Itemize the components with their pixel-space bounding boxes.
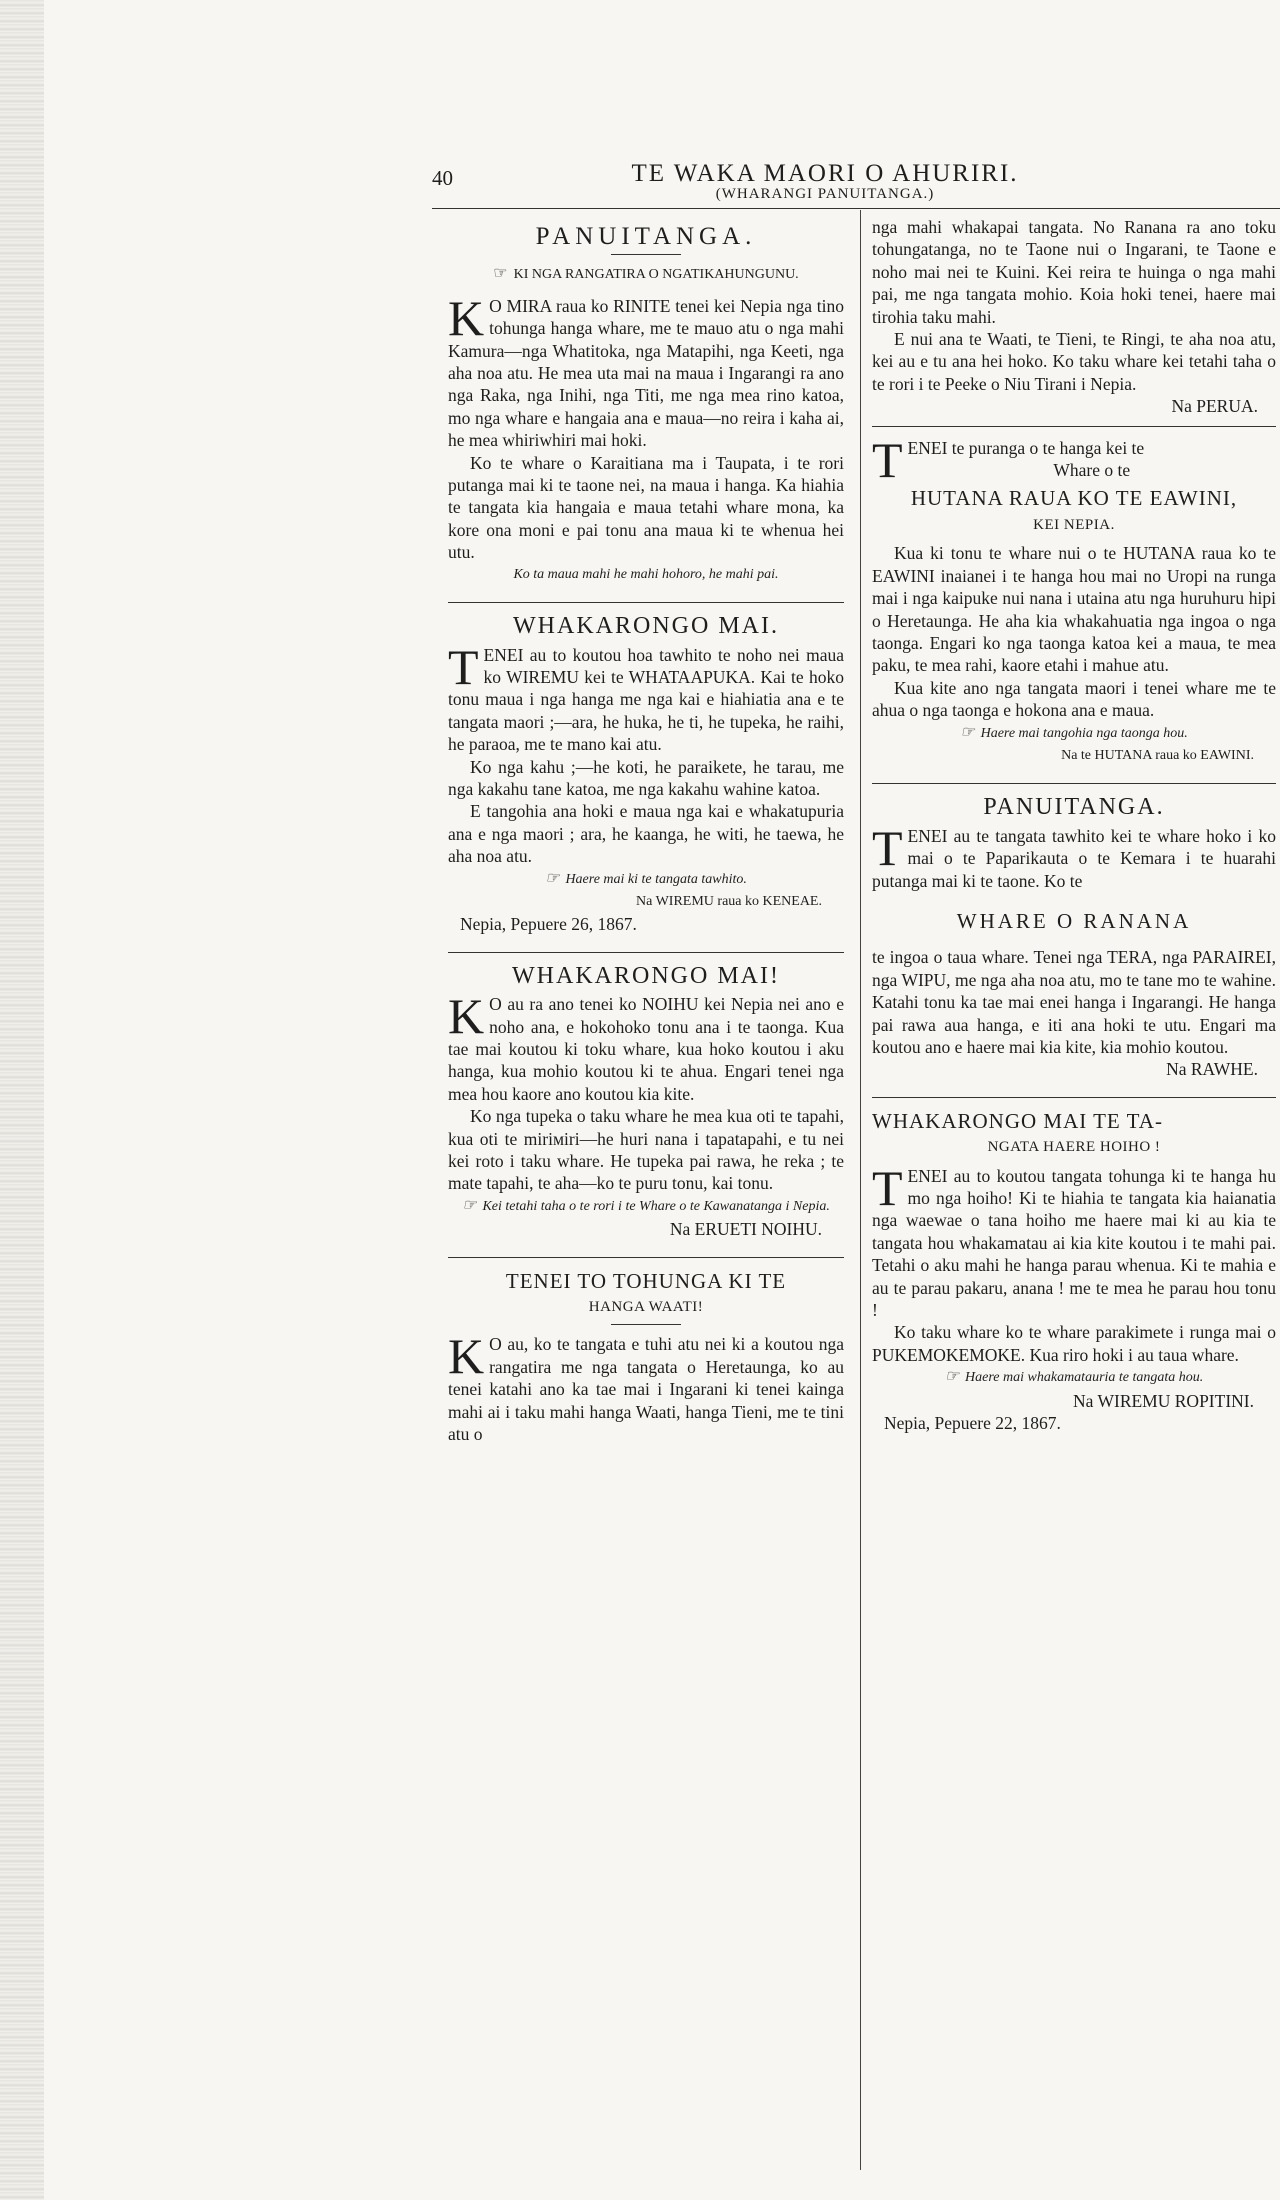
short-rule bbox=[611, 254, 681, 255]
hutana-location: KEI NEPIA. bbox=[1033, 516, 1115, 533]
noihu-paragraph-2: Ko nga tupeka o taku whare he mea kua oti te tapahi, kua oti te miriміri—he huri nana i tapatapahi, e tu nei kei roto i taku whare. He tupeka pai rawa, he reka ; te mate tapahi, te aha—ko te puru tonu, kai tonu. bbox=[448, 1106, 844, 1194]
hutana-line-2: Whare o te bbox=[1053, 460, 1131, 481]
drop-cap: T bbox=[872, 1159, 903, 1216]
wiremu-paragraph-2: Ko nga kahu ;—he koti, he paraikete, he tarau, me nga kakahu tane katoa, me nga kakahu wahine katoa. bbox=[448, 756, 844, 799]
newspaper-title: TE WAKA MAORI O AHURIRI. bbox=[631, 160, 1019, 187]
ropitini-note bbox=[872, 1366, 1276, 1389]
rawhe-text-1: ENEI au te tangata tawhito kei te whare hoko i ko mai o te Paparikauta o te Kemara i te huarahi putanga mai ki te taone. Ko te bbox=[872, 825, 1276, 891]
drop-cap: T bbox=[872, 431, 903, 488]
separator-rule bbox=[448, 602, 844, 603]
mira-paragraph-2: Ko te whare o Karaitiana ma i Taupata, i te rori putanga mai ki te taone nei, na maua i hanga. Ka hiahia te tangata kia hangaia e maua tetahi whare mona, ka kore ona moni e pai tonu ana maua ki te whenua hei utu. bbox=[448, 452, 844, 563]
perua-paragraph-1: nga mahi whakapai tangata. No Ranana ra ano toku tohungatanga, no te Taone nui o Ingarani, te Taone e noho mai nei te Kuini. Kei reira te huinga o nga mahi pai, me nga tangata mohio. Koia hoki tenei, haere mai tirohia taku mahi. bbox=[872, 217, 1276, 327]
drop-cap: T bbox=[872, 819, 903, 876]
ropitini-date: Nepia, Pepuere 22, 1867. bbox=[884, 1413, 1061, 1434]
noihu-signature: Na ERUETI NOIHU. bbox=[669, 1219, 822, 1240]
mira-text-1: O MIRA raua ko RINITE tenei kei Nepia nga tino tohunga hanga whare, me te mauo atu o nga mahi Kamura—nga Whatitoka, nga Matapihi, nga Keeti, nga aha noa atu. He mea uta mai na maua i Ingarangi ra ano nga Raka, nga Inihi, nga Titi, me nga mea rino katoa, mo nga whare e hangaia ana e maua—no reira i kaha ai, he mea whiriwhiri mai hoki. bbox=[448, 295, 844, 451]
watch-text-1: O au, ko te tangata e tuhi atu nei ki a koutou nga rangatira me nga tangata o Heretaunga, ko au tenei katahi ano ka tae mai i Ingarani ki tenei kainga mahi ai i taku mahi hanga Waati, hanga Tieni, me te tini atu o bbox=[448, 1334, 844, 1445]
wiremu-date: Nepia, Pepuere 26, 1867. bbox=[460, 914, 637, 935]
whare-o-ranana-title: WHARE O RANANA bbox=[956, 908, 1192, 933]
ropitini-paragraph-1 bbox=[872, 1159, 1276, 1322]
drop-cap: K bbox=[448, 988, 485, 1045]
perua-signature: Na PERUA. bbox=[1171, 396, 1258, 417]
wiremu-heading: WHAKARONGO MAI. bbox=[513, 613, 779, 640]
rawhe-heading: PANUITANGA. bbox=[983, 794, 1165, 821]
drop-cap: K bbox=[448, 1328, 485, 1385]
perua-paragraph-2: E nui ana te Waati, te Tieni, te Ringi, te aha noa atu, kei au e tu ana hei hoko. Ko taku whare kei tetahi taha o te rori i te Peeke o Niu Tirani i Nepia. bbox=[872, 329, 1276, 394]
mira-paragraph-1 bbox=[448, 289, 844, 452]
drop-cap: T bbox=[448, 638, 479, 695]
short-rule bbox=[611, 1324, 681, 1325]
noihu-note bbox=[448, 1195, 844, 1218]
noihu-heading: WHAKARONGO MAI! bbox=[512, 962, 780, 989]
wiremu-text-1: ENEI au to koutou hoa tawhito te noho nei maua ko WIREMU kei te WHATAAPUKA. Kai te hoko tonu maua i nga hanga me nga kai e hiahiatia ana e te tangata maori ;—ara, he huka, he ti, he tupeka, he raihi, he paraoa, me te mano kai atu. bbox=[448, 644, 844, 755]
rawhe-paragraph-1 bbox=[872, 819, 1276, 892]
ropitini-paragraph-2: Ko taku whare ko te whare parakimete i runga mai o PUKEMOKEMOKE. Kua riro hoki i au taua whare. bbox=[872, 1322, 1276, 1365]
watch-subheading: HANGA WAATI! bbox=[588, 1299, 704, 1316]
page-number: 40 bbox=[432, 166, 453, 190]
rawhe-signature: Na RAWHE. bbox=[1166, 1059, 1258, 1080]
separator-rule bbox=[872, 783, 1276, 784]
running-head bbox=[620, 160, 1030, 203]
separator-rule bbox=[872, 426, 1276, 427]
separator-rule bbox=[872, 1097, 1276, 1098]
noihu-paragraph-1 bbox=[448, 988, 844, 1105]
drop-cap: K bbox=[448, 289, 485, 346]
hutana-text-1a: ENEI te puranga o te hanga kei te bbox=[907, 437, 1145, 458]
left-column bbox=[448, 216, 844, 1446]
address-line bbox=[448, 263, 844, 286]
noihu-note-text: Kei tetahi taha o te rori i te Whare o te Kawanatanga i Nepia. bbox=[482, 1198, 830, 1214]
mira-note: Ko ta maua mahi he mahi hohoro, he mahi pai. bbox=[513, 566, 779, 582]
separator-rule bbox=[448, 1257, 844, 1258]
section-subtitle: (WHARANGI PANUITANGA.) bbox=[715, 186, 935, 202]
ropitini-text-1: ENEI au to koutou tangata tohunga ki te hanga hu mo nga hoiho! Ki te hiahia te tangata kia haianatia nga waewae o tana hoiho me haere mai ki au kia te tangata hou whakamatau ai kia kite koutou i te mahi pai. Tetahi o aku mahi he hanga parau whenua. Ki te mahia e au te parau pakaru, anana ! me te mea he parau hou tonu ! bbox=[872, 1165, 1276, 1321]
column-rule bbox=[860, 210, 861, 2170]
ropitini-note-text: Haere mai whakamatauria te tangata hou. bbox=[965, 1370, 1204, 1386]
pointing-hand-icon: ☞ bbox=[462, 1196, 477, 1214]
hutana-paragraph-2: Kua ki tonu te whare nui o te HUTANA raua ko te EAWINI inaianei i te hanga hou mai no Uropi na runga mai i nga kaipuke nui nana i utaina atu nga huruhuru hipi o Heretaunga. He aha kia whakahuatia nga ingoa o nga taonga. Engari ko nga taonga katoa kei a maua, te mea paku, te mea rahi, kaore etahi i mahue atu. bbox=[872, 543, 1276, 676]
panuitanga-heading: PANUITANGA. bbox=[535, 223, 757, 250]
wiremu-paragraph-1 bbox=[448, 638, 844, 756]
noihu-text-1: O au ra ano tenei ko NOIHU kei Nepia nei ano e noho ana, e hokohoko tonu ana i te taonga. Kua tae mai koutou ki toku whare, kua hoko koutou i aku hanga, kua mohio koutou ki te ahua. Engari tenei nga mea hou kaore ano koutou kia kite. bbox=[448, 994, 844, 1104]
watch-paragraph-1 bbox=[448, 1328, 844, 1445]
ropitini-signature: Na WIREMU ROPITINI. bbox=[1073, 1390, 1254, 1411]
ropitini-heading: WHAKARONGO MAI TE TA- bbox=[872, 1108, 1163, 1133]
right-column bbox=[872, 216, 1276, 1435]
page-edge-shadow bbox=[0, 0, 44, 2200]
pointing-hand-icon: ☞ bbox=[944, 1368, 960, 1386]
wiremu-note bbox=[448, 868, 844, 891]
pointing-hand-icon: ☞ bbox=[545, 869, 560, 887]
hutana-paragraph-3: Kua kite ano nga tangata maori i tenei whare me te ahua o nga taonga e hokona ana e maua. bbox=[872, 677, 1276, 721]
address-text: KI NGA RANGATIRA O NGATIKAHUNGUNU. bbox=[513, 267, 799, 283]
wiremu-note-text: Haere mai ki te tangata tawhito. bbox=[565, 871, 747, 887]
hutana-note bbox=[872, 722, 1276, 745]
pointing-hand-icon: ☞ bbox=[960, 723, 975, 741]
ropitini-subheading: NGATA HAERE HOIHO ! bbox=[987, 1139, 1161, 1156]
header-rule bbox=[432, 208, 1280, 209]
wiremu-signature: Na WIREMU raua ko KENEAE. bbox=[636, 893, 822, 909]
rawhe-paragraph-2: te ingoa o taua whare. Tenei nga TERA, nga PARAIREI, nga WIPU, me nga aha noa atu, mo te tane mo te wahine. Katahi tonu ka tae mai enei hanga i Ingarangi. He hanga pai rawa aua hanga, e iti ana hoki te utu. Engari ma koutou ano e haere mai kia kite, kia mohio koutou. bbox=[872, 947, 1276, 1057]
hutana-signature: Na te HUTANA raua ko EAWINI. bbox=[1061, 747, 1254, 763]
hutana-name-line: HUTANA RAUA KO TE EAWINI, bbox=[910, 486, 1238, 511]
separator-rule bbox=[448, 952, 844, 953]
watch-heading: TENEI TO TOHUNGA KI TE bbox=[505, 1268, 787, 1293]
pointing-hand-icon: ☞ bbox=[493, 265, 508, 283]
hutana-note-text: Haere mai tangohia nga taonga hou. bbox=[980, 725, 1188, 741]
wiremu-paragraph-3: E tangohia ana hoki e maua nga kai e whakatupuria ana e nga maori ; ara, he kaanga, he witi, he taewa, he aha noa atu. bbox=[448, 801, 844, 867]
